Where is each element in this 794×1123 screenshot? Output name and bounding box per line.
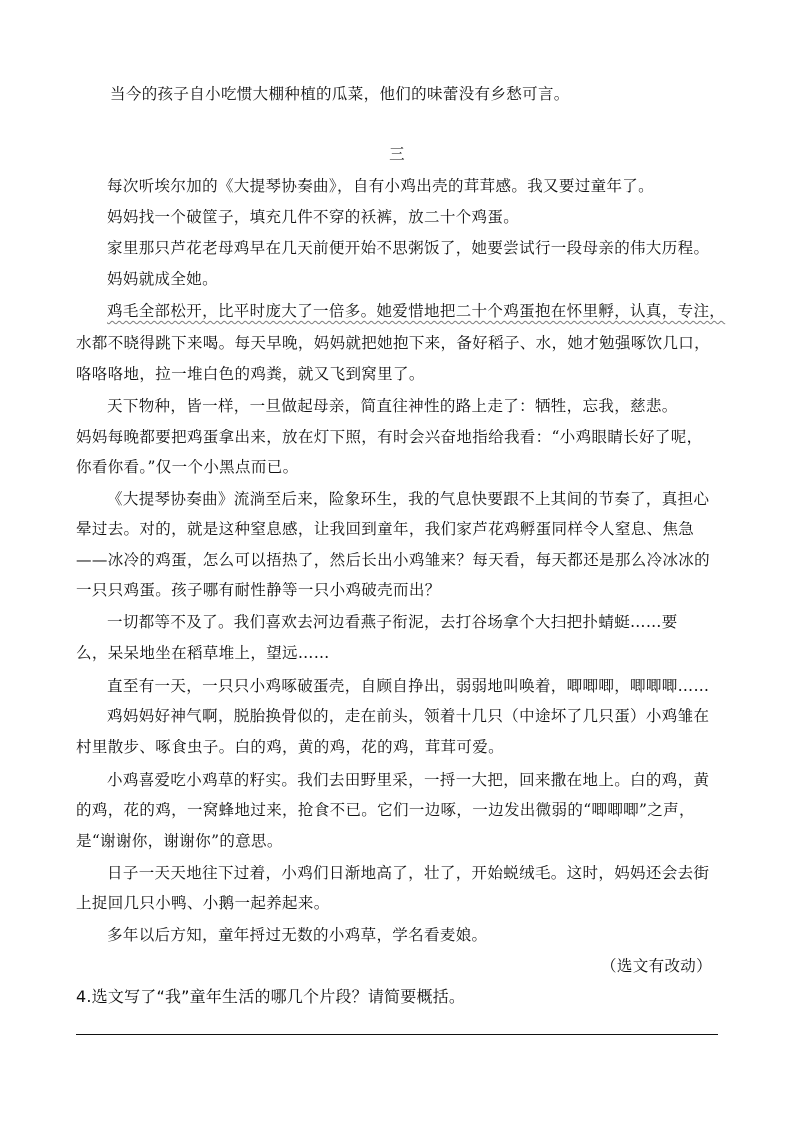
question-4: 4.选文写了“我”童年生活的哪几个片段？请简要概括。 [76, 987, 466, 1006]
paragraph-line: 多年以后方知，童年捋过无数的小鸡草，学名看麦娘。 [107, 926, 488, 944]
paragraph-line: 日子一天天地往下过着，小鸡们日渐地高了，壮了，开始蜕绒毛。这时，妈妈还会去街 [107, 864, 710, 882]
paragraph-line: 你看你看。”仅一个小黑点而已。 [76, 458, 299, 476]
paragraph-line: 鸡妈妈好神气啊，脱胎换骨似的，走在前头，领着十几只（中途坏了几只蛋）小鸡雏在 [107, 707, 710, 725]
paragraph-line: 咯咯咯地，拉一堆白色的鸡粪，就又飞到窝里了。 [76, 365, 425, 383]
paragraph-line: 《大提琴协奏曲》流淌至后来，险象环生，我的气息快要跟不上其间的节奏了，真担心 [107, 490, 710, 508]
underlined-sentence: 鸡毛全部松开，比平时庞大了一倍多。她爱惜地把二十个鸡蛋抱在怀里孵，认真，专注， [107, 302, 726, 320]
paragraph-line: 妈妈就成全她。 [107, 270, 218, 288]
source-note: （选文有改动） [601, 957, 712, 975]
answer-line[interactable] [76, 1034, 718, 1035]
paragraph-line: 一切都等不及了。我们喜欢去河边看燕子衔泥，去打谷场拿个大扫把扑蜻蜓……要 [107, 613, 678, 631]
paragraph-line: 每次听埃尔加的《大提琴协奏曲》，自有小鸡出壳的茸茸感。我又要过童年了。 [107, 177, 655, 195]
paragraph-line: 村里散步、啄食虫子。白的鸡，黄的鸡，花的鸡，茸茸可爱。 [76, 738, 504, 756]
paragraph-line: 上捉回几只小鸭、小鹅一起养起来。 [76, 894, 330, 912]
paragraph-line: 小鸡喜爱吃小鸡草的籽实。我们去田野里采，一捋一大把，回来撒在地上。白的鸡，黄 [107, 771, 710, 789]
paragraph-line [107, 301, 752, 321]
paragraph-line: 的鸡，花的鸡，一窝蜂地过来，抢食不已。它们一边啄，一边发出微弱的“唧唧唧”之声， [76, 801, 695, 819]
paragraph-line: 晕过去。对的，就是这种窒息感，让我回到童年，我们家芦花鸡孵蛋同样令人窒息、焦急 [76, 520, 695, 538]
paragraph-line: 水都不晓得跳下来喝。每天早晚，妈妈就把她抱下来，备好稻子、水，她才勉强啄饮几口， [76, 334, 711, 352]
paragraph-line: 家里那只芦花老母鸡早在几天前便开始不思粥饭了，她要尝试行一段母亲的伟大历程。 [107, 239, 710, 257]
section-number: 三 [389, 145, 405, 163]
paragraph-line: 妈妈找一个破筐子，填充几件不穿的袄裤，放二十个鸡蛋。 [107, 208, 520, 226]
paragraph-line: 当今的孩子自小吃惯大棚种植的瓜菜，他们的味蕾没有乡愁可言。 [110, 85, 570, 103]
paragraph-line: 妈妈每晚都要把鸡蛋拿出来，放在灯下照，有时会兴奋地指给我看：“小鸡眼睛长好了呢， [76, 428, 703, 446]
paragraph-line: 么，呆呆地坐在稻草堆上，望远…… [76, 644, 330, 662]
paragraph-line: 一只只鸡蛋。孩子哪有耐性静等一只小鸡破壳而出？ [76, 581, 441, 599]
paragraph-line: 直至有一天，一只只小鸡啄破蛋壳，自顾自挣出，弱弱地叫唤着，唧唧唧，唧唧唧…… [107, 677, 710, 695]
paragraph-line: 是“谢谢你，谢谢你”的意思。 [76, 832, 283, 850]
paragraph-line: ——冰冷的鸡蛋，怎么可以捂热了，然后长出小鸡雏来？每天看，每天都还是那么冷冰冰的 [76, 551, 711, 569]
paragraph-line: 天下物种，皆一样，一旦做起母亲，简直往神性的路上走了：牺牲，忘我，慈悲。 [107, 397, 678, 415]
